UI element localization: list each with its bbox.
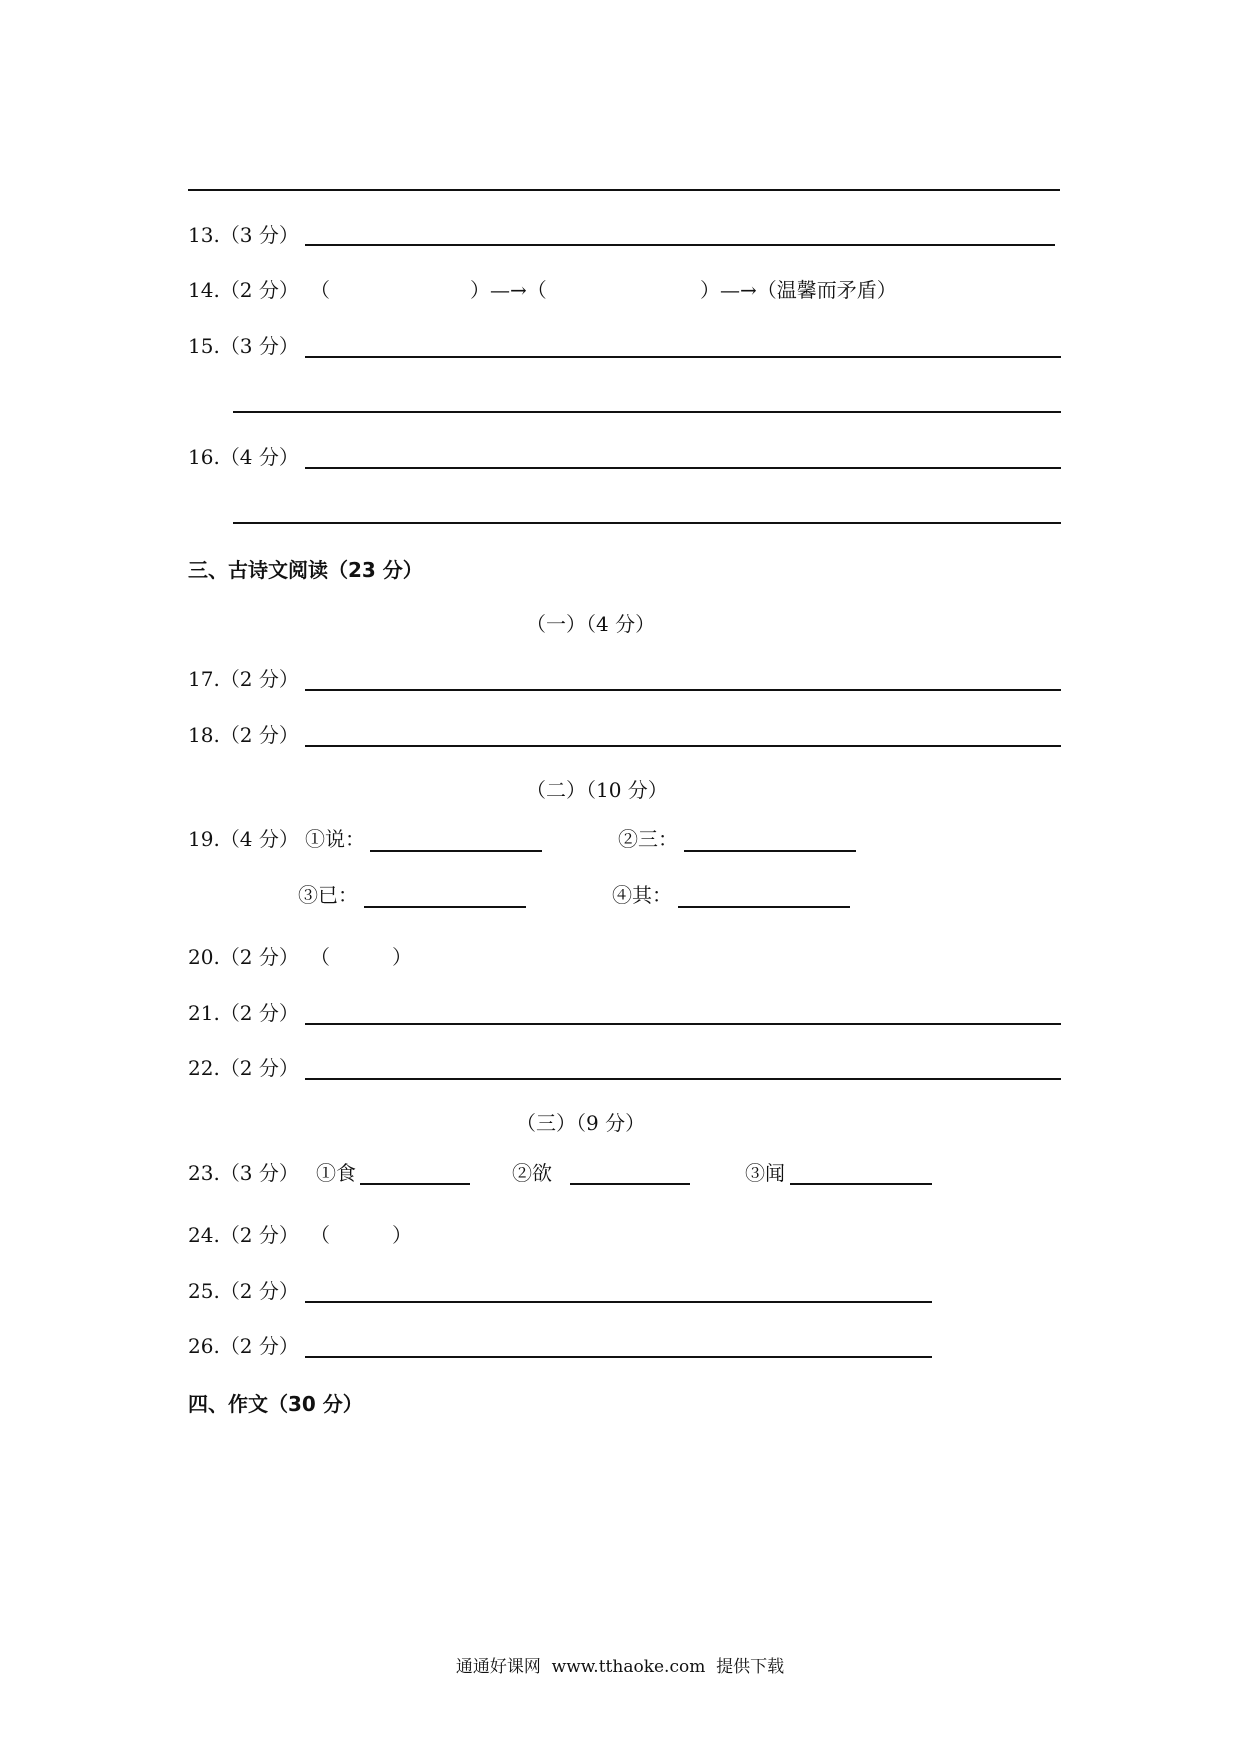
section-3-3-heading: （三）（9 分） (516, 1111, 646, 1135)
q23-number: 23. (188, 1161, 220, 1185)
q21-points: （2 分） (219, 1001, 299, 1025)
q18-label (188, 722, 299, 748)
q13-number: 13. (188, 223, 220, 247)
section-3-2-heading: （二）（10 分） (526, 778, 668, 802)
q14-blank-1[interactable] (335, 277, 465, 303)
q23-points: （3 分） (219, 1161, 299, 1185)
q25-label (188, 1278, 299, 1304)
q20-label (188, 944, 299, 970)
q16-number: 16. (188, 445, 220, 469)
q19-label (188, 826, 299, 852)
q25-answer-line[interactable] (305, 1301, 932, 1303)
q19-number: 19. (188, 827, 220, 851)
q23-blank-3[interactable] (790, 1183, 932, 1185)
q22-number: 22. (188, 1056, 220, 1080)
q17-label (188, 666, 299, 692)
q24-close-paren: ） (392, 1223, 412, 1247)
q22-label (188, 1055, 299, 1081)
q16-points: （4 分） (219, 445, 299, 469)
q15-label (188, 333, 299, 359)
q26-points: （2 分） (219, 1334, 299, 1358)
q16-label (188, 444, 299, 470)
q20-points: （2 分） (219, 945, 299, 969)
q22-points: （2 分） (219, 1056, 299, 1080)
q15-number: 15. (188, 334, 220, 358)
q24-points: （2 分） (219, 1223, 299, 1247)
q24-choice-blank[interactable] (335, 1222, 390, 1248)
q23-label (188, 1160, 299, 1186)
q21-answer-line[interactable] (305, 1023, 1061, 1025)
q19-blank-1[interactable] (370, 850, 542, 852)
q15-points: （3 分） (219, 334, 299, 358)
q24-number: 24. (188, 1223, 220, 1247)
q19-item-3: ③已： (298, 883, 358, 907)
q22-answer-line[interactable] (305, 1078, 1061, 1080)
q23-blank-1[interactable] (360, 1183, 470, 1185)
q24-open-paren: （ (310, 1223, 330, 1247)
q18-answer-line[interactable] (305, 745, 1061, 747)
q14-label (188, 277, 299, 303)
q19-blank-3[interactable] (364, 906, 526, 908)
q24-label (188, 1222, 299, 1248)
q16-answer-line-2[interactable] (233, 522, 1061, 524)
q23-item-2: ②欲 (512, 1161, 552, 1185)
q14-arrow-1: ）—→（ (470, 278, 547, 302)
q26-number: 26. (188, 1334, 220, 1358)
q16-answer-line-1[interactable] (305, 467, 1061, 469)
q14-arrow-2: ）—→（温馨而矛盾） (700, 278, 897, 302)
q23-item-3: ③闻 (745, 1161, 785, 1185)
q23-item-1: ①食 (316, 1161, 356, 1185)
q19-item-1: ①说： (305, 827, 365, 851)
q17-number: 17. (188, 667, 220, 691)
q20-choice-blank[interactable] (335, 944, 390, 970)
q20-close-paren: ） (392, 945, 412, 969)
q18-points: （2 分） (219, 723, 299, 747)
q20-open-paren: （ (310, 945, 330, 969)
q14-open-paren: （ (310, 278, 330, 302)
q14-number: 14. (188, 278, 220, 302)
q21-number: 21. (188, 1001, 220, 1025)
q19-item-2: ②三： (618, 827, 678, 851)
q25-number: 25. (188, 1279, 220, 1303)
q15-answer-line-1[interactable] (305, 356, 1061, 358)
footer-credit: 通通好课网 www.tthaoke.com 提供下载 (455, 1657, 785, 1677)
q19-item-4: ④其： (612, 883, 672, 907)
q15-answer-line-2[interactable] (233, 411, 1061, 413)
q21-label (188, 1000, 299, 1026)
q19-blank-4[interactable] (678, 906, 850, 908)
q25-points: （2 分） (219, 1279, 299, 1303)
q23-blank-2[interactable] (570, 1183, 690, 1185)
q17-points: （2 分） (219, 667, 299, 691)
top-rule (188, 189, 1060, 191)
q20-number: 20. (188, 945, 220, 969)
q26-answer-line[interactable] (305, 1356, 932, 1358)
section-3-heading: 三、古诗文阅读（23 分） (188, 558, 423, 582)
section-4-heading: 四、作文（30 分） (188, 1392, 363, 1416)
q19-points: （4 分） (219, 827, 299, 851)
q13-label (188, 222, 299, 248)
q14-points: （2 分） (219, 278, 299, 302)
q26-label (188, 1333, 299, 1359)
section-3-1-heading: （一）（4 分） (526, 612, 656, 636)
q14-blank-2[interactable] (565, 277, 695, 303)
q19-blank-2[interactable] (684, 850, 856, 852)
q13-answer-line[interactable] (305, 244, 1055, 246)
q17-answer-line[interactable] (305, 689, 1061, 691)
q18-number: 18. (188, 723, 220, 747)
q13-points: （3 分） (219, 223, 299, 247)
